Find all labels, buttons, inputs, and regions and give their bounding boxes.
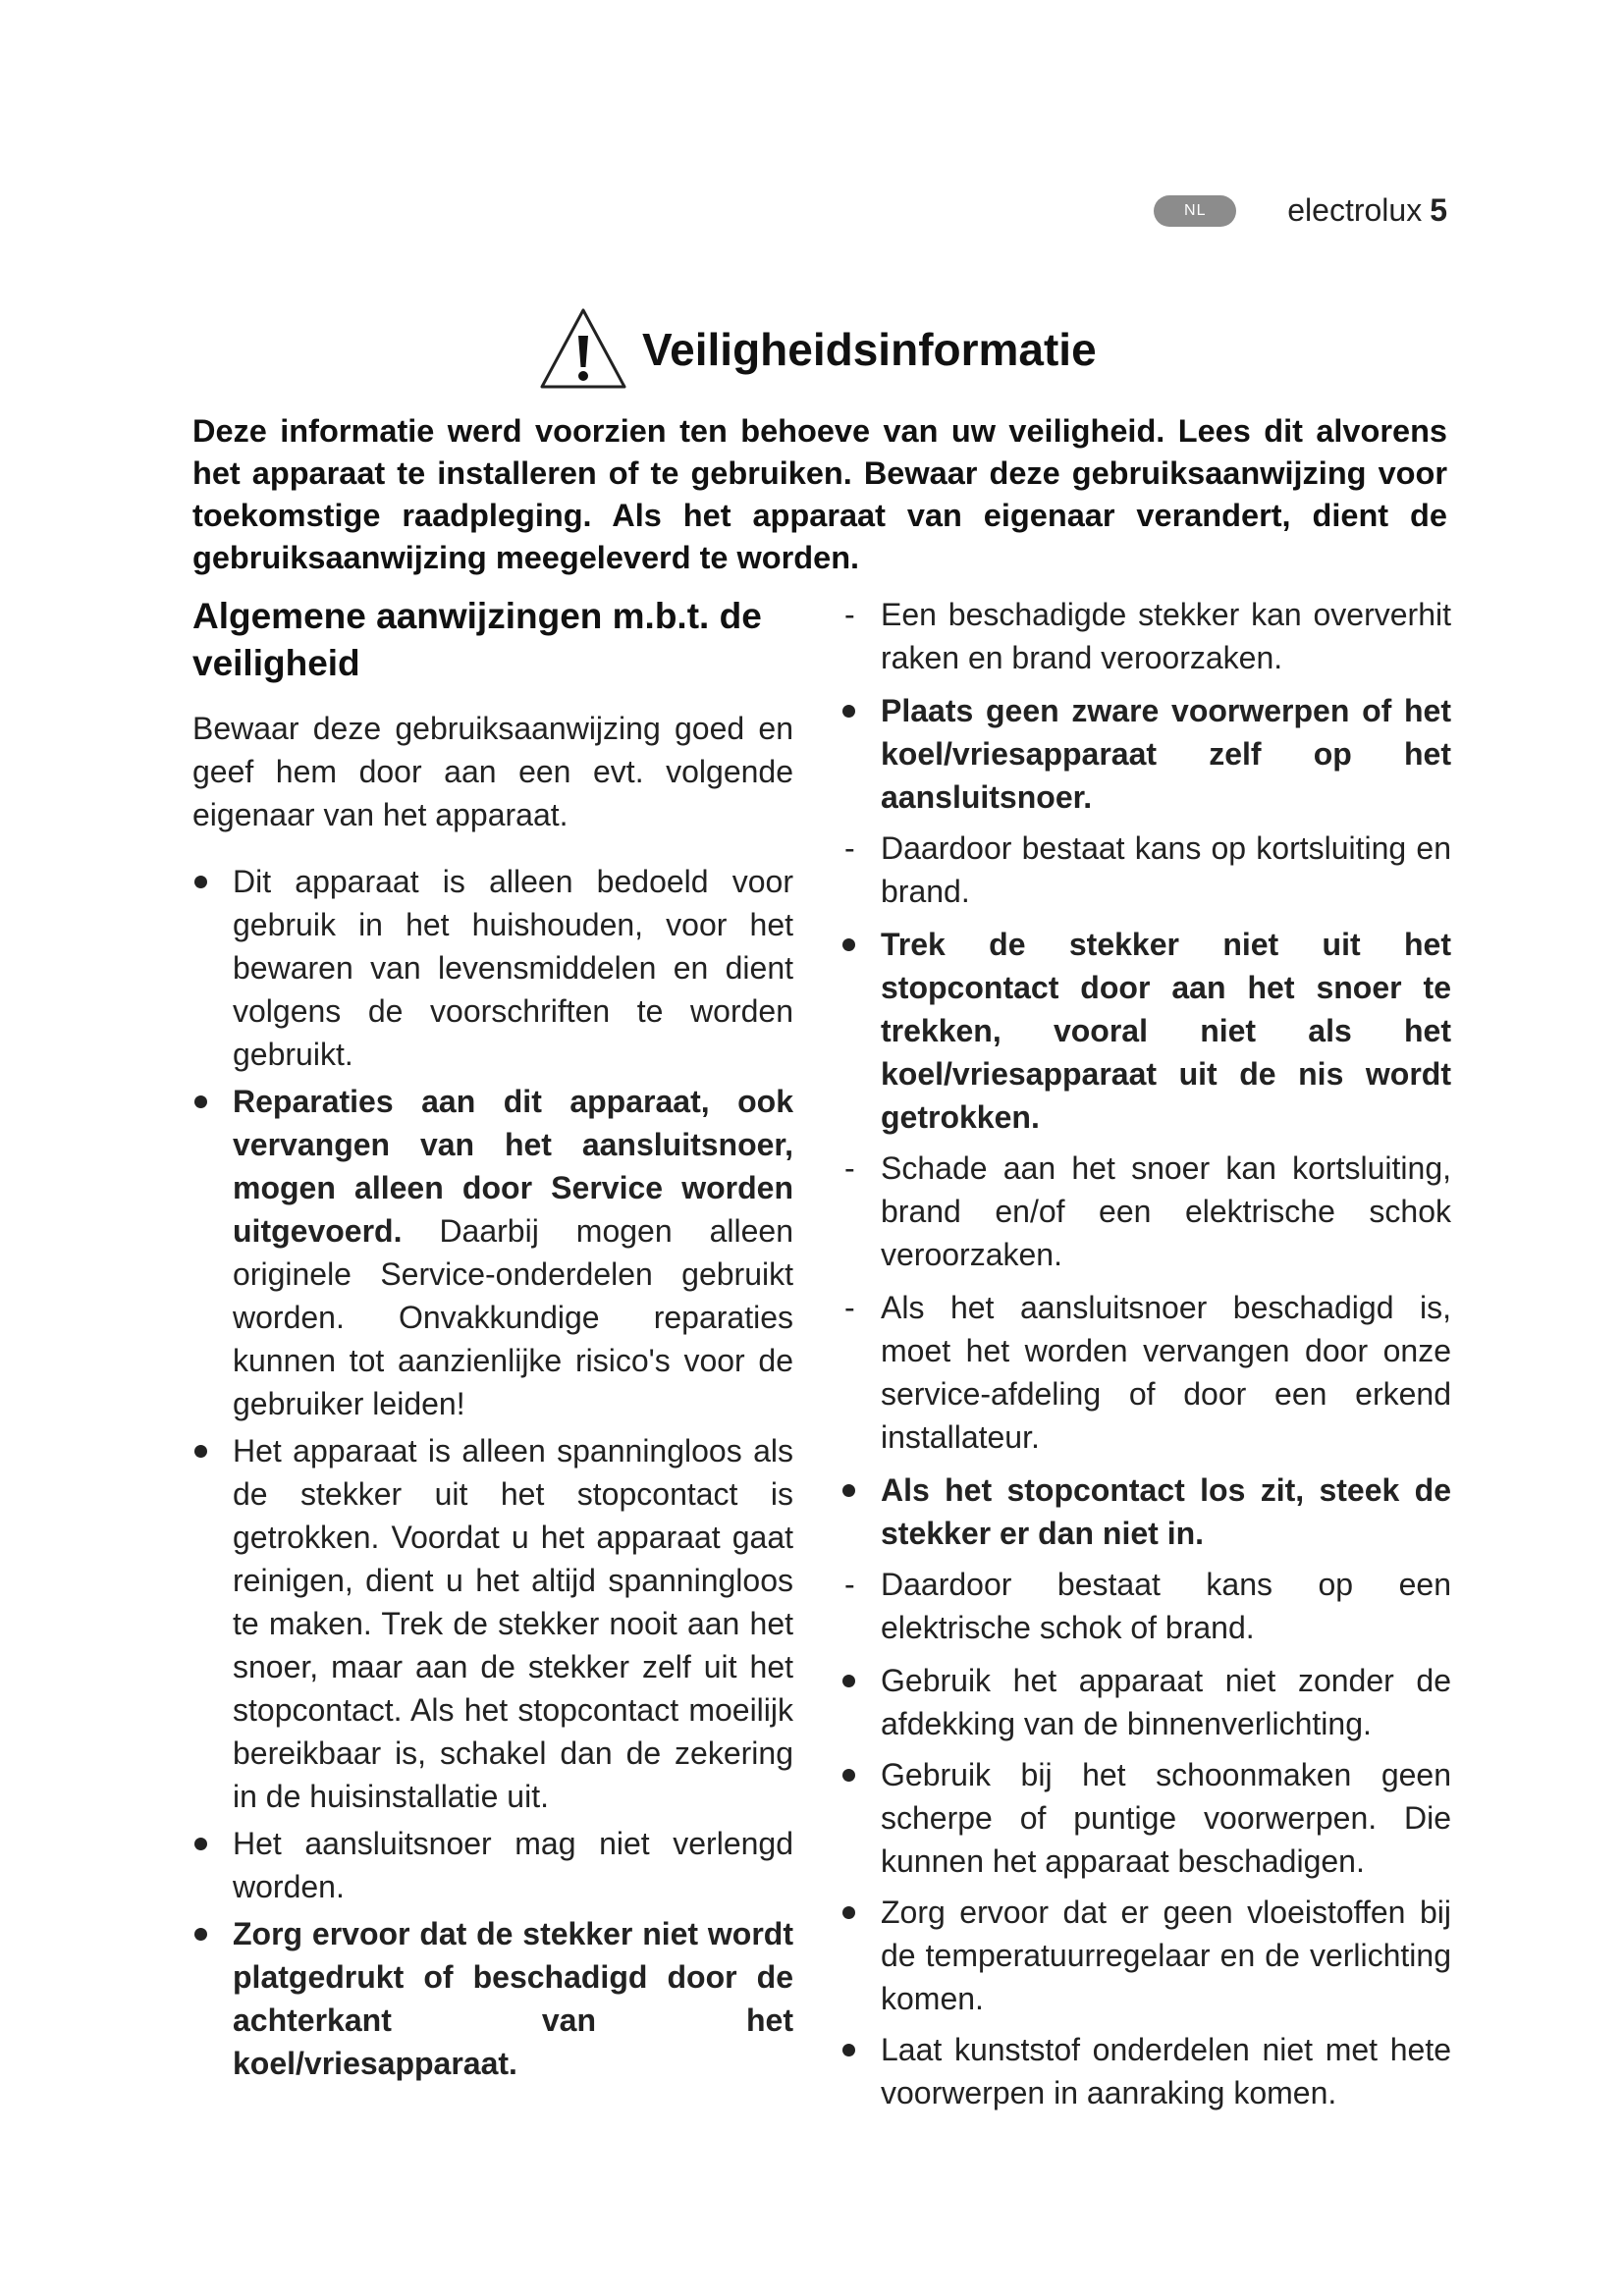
- list-item: [840, 1753, 1451, 1883]
- list-item-text: Daarbij mogen alleen originele Service-onderdelen gebruikt worden. Onvakkundige reparaties kunnen tot aanzienlijke risico's voor de gebruiker leiden!: [233, 1213, 793, 1421]
- dash-note: - Een beschadigde stekker kan oververhit raken en brand veroorzaken.: [840, 593, 1451, 679]
- list-item-text: Plaats geen zware voorwerpen of het koel/vriesapparaat zelf op het aansluitsnoer.: [881, 693, 1451, 815]
- list-item: [192, 1080, 793, 1425]
- dash-note: - Schade aan het snoer kan kortsluiting, brand en/of een elektrische schok veroorzaken.: [840, 1147, 1451, 1276]
- list-item-text: Zorg ervoor dat de stekker niet wordt platgedrukt of beschadigd door de achterkant van het koel/vriesapparaat.: [233, 1916, 793, 2081]
- safety-bullet-list: [840, 1659, 1451, 2114]
- list-item-text: Dit apparaat is alleen bedoeld voor gebruik in het huishouden, voor het bewaren van levensmiddelen en dient volgens de voorschriften te worden gebruikt.: [233, 864, 793, 1072]
- safety-bullet-list: [840, 923, 1451, 1139]
- list-item-text: Het apparaat is alleen spanningloos als de stekker uit het stopcontact is getrokken. Voordat u het apparaat gaat reinigen, dient u het altijd spanningloos te maken. Trek de stekker nooit aan het snoer, maar aan de stekker zelf uit het stopcontact. Als het stopcontact moeilijk bereikbaar is, schakel dan de zekering in de huisinstallatie uit.: [233, 1433, 793, 1814]
- list-item: [840, 1468, 1451, 1555]
- list-item-text: Gebruik bij het schoonmaken geen scherpe of puntige voorwerpen. Die kunnen het apparaat beschadigen.: [881, 1757, 1451, 1879]
- list-item: [192, 1912, 793, 2085]
- list-item-bold-text: Reparaties aan dit apparaat, ook vervangen van het aansluitsnoer, mogen alleen door Service worden uitgevoerd.: [233, 1084, 793, 1249]
- list-item-text: Het aansluitsnoer mag niet verlengd worden.: [233, 1826, 793, 1904]
- intro-text: Bewaar deze gebruiksaanwijzing goed en geef hem door aan een evt. volgende eigenaar van het apparaat.: [192, 711, 793, 832]
- list-item-text: Als het stopcontact los zit, steek de stekker er dan niet in.: [881, 1472, 1451, 1551]
- list-item-text: Trek de stekker niet uit het stopcontact door aan het snoer te trekken, vooral niet als het koel/vriesapparaat uit de nis wordt getrokken.: [881, 927, 1451, 1135]
- list-item: [840, 1891, 1451, 2020]
- brand-name: electrolux: [1287, 192, 1423, 228]
- section-heading: Algemene aanwijzingen m.b.t. de veiligheid: [192, 596, 762, 683]
- list-item: [192, 1429, 793, 1818]
- dash-note: - Daardoor bestaat kans op een elektrische schok of brand.: [840, 1563, 1451, 1649]
- intro-paragraph: Deze informatie werd voorzien ten behoeve van uw veiligheid. Lees dit alvorens het apparaat te installeren of te gebruiken. Bewaar deze gebruiksaanwijzing voor toekomstige raadpleging. Als het apparaat van eigenaar verandert, dient de gebruiksaanwijzing meegeleverd te worden.: [192, 413, 1447, 575]
- page-header: [1154, 192, 1447, 229]
- dash-note: - Daardoor bestaat kans op kortsluiting en brand.: [840, 827, 1451, 913]
- safety-bullet-list: [192, 860, 793, 2085]
- title-row: [538, 306, 1097, 393]
- page-number: 5: [1430, 192, 1447, 228]
- safety-bullet-list: [840, 1468, 1451, 1555]
- list-item: [840, 923, 1451, 1139]
- list-item-text: Laat kunststof onderdelen niet met hete voorwerpen in aanraking komen.: [881, 2032, 1451, 2110]
- right-column: [840, 593, 1451, 2122]
- safety-bullet-list: [840, 689, 1451, 819]
- dash-note: - Als het aansluitsnoer beschadigd is, moet het worden vervangen door onze service-afdeling of door een erkend installateur.: [840, 1286, 1451, 1459]
- list-item-text: Gebruik het apparaat niet zonder de afdekking van de binnenverlichting.: [881, 1663, 1451, 1741]
- brand-and-page-number: [1287, 192, 1447, 229]
- list-item: [192, 1822, 793, 1908]
- list-item-text: Zorg ervoor dat er geen vloeistoffen bij de temperatuurregelaar en de verlichting komen.: [881, 1895, 1451, 2016]
- warning-triangle-icon: [538, 306, 628, 393]
- list-item: [840, 689, 1451, 819]
- list-item: [840, 2028, 1451, 2114]
- left-column: [192, 593, 793, 2089]
- list-item: [840, 1659, 1451, 1745]
- language-badge: NL: [1154, 195, 1236, 227]
- list-item: [192, 860, 793, 1076]
- page-title: Veiligheidsinformatie: [642, 324, 1097, 375]
